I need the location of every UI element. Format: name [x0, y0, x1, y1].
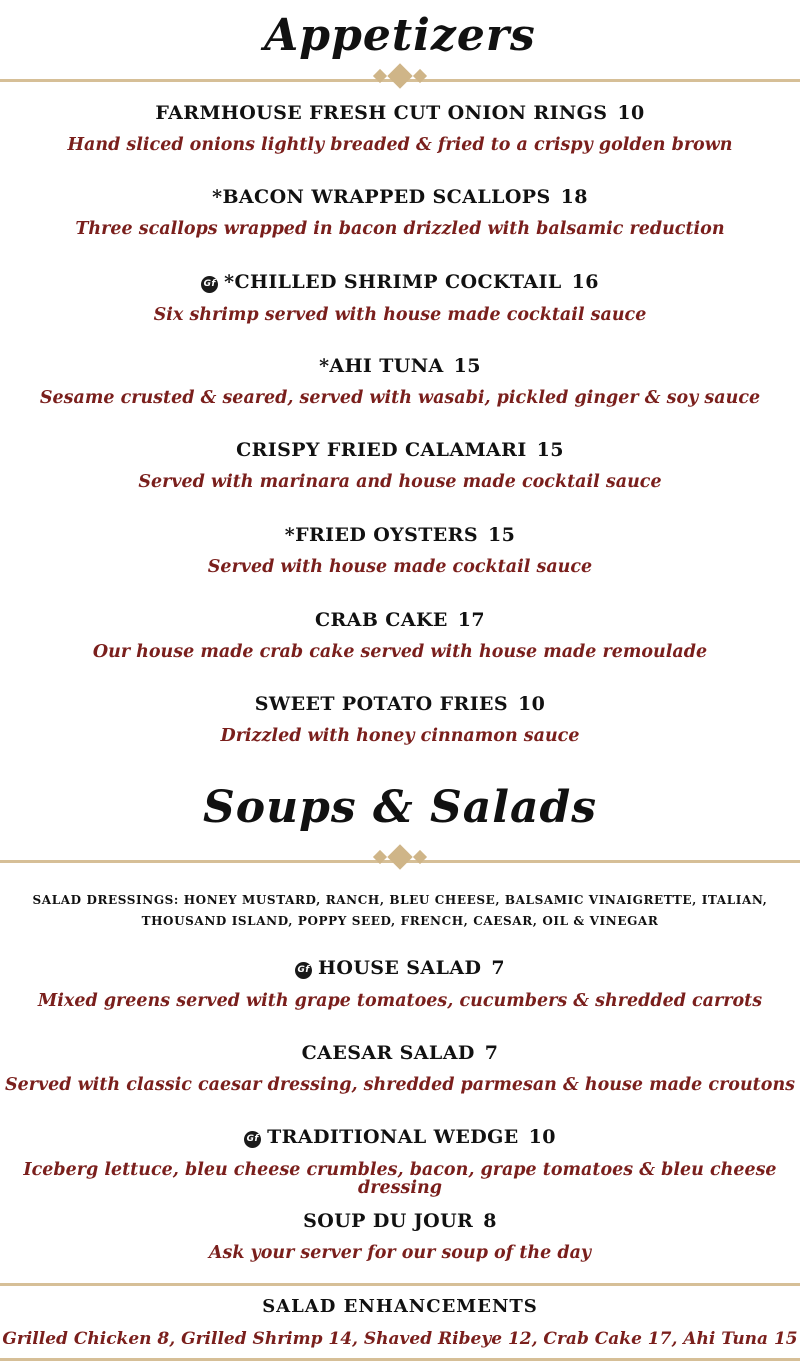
dressings-line: SALAD DRESSINGS: HONEY MUSTARD, RANCH, BLEU CHEESE, BALSAMIC VINAIGRETTE, ITALIAN,: [32, 893, 768, 907]
item-price: 16: [571, 271, 599, 293]
item-price: 15: [453, 355, 481, 377]
appetizers-divider: [0, 67, 800, 93]
item-description: Hand sliced onions lightly breaded & fried to a crispy golden brown: [67, 135, 733, 155]
soups-salads-divider: [0, 848, 800, 874]
item-name: *CHILLED SHRIMP COCKTAIL: [224, 271, 562, 293]
item-name: FARMHOUSE FRESH CUT ONION RINGS: [155, 102, 608, 124]
item-name: CRISPY FRIED CALAMARI: [236, 439, 527, 461]
menu-item: [0, 959, 800, 1011]
item-price: 15: [536, 439, 564, 461]
enhancements-bottom-rule: [0, 1358, 800, 1361]
item-description: Our house made crab cake served with house made remoulade: [92, 642, 708, 662]
item-name: CAESAR SALAD: [301, 1042, 475, 1064]
divider-diamond-icon: [413, 69, 427, 83]
gluten-free-icon: Gf: [295, 962, 312, 979]
dressings-line: THOUSAND ISLAND, POPPY SEED, FRENCH, CAESAR, OIL & VINEGAR: [141, 914, 659, 928]
item-name: SOUP DU JOUR: [303, 1210, 474, 1232]
appetizers-title: Appetizers: [264, 10, 536, 61]
enhancements-top-rule: [0, 1283, 800, 1286]
item-price: 10: [617, 102, 645, 124]
item-description: Six shrimp served with house made cocktail sauce: [153, 305, 647, 325]
item-name: HOUSE SALAD: [318, 957, 482, 979]
item-description: Served with house made cocktail sauce: [207, 557, 593, 577]
item-name: *FRIED OYSTERS: [284, 524, 478, 546]
item-description: Iceberg lettuce, bleu cheese crumbles, bacon, grape tomatoes & bleu cheese dressing: [23, 1160, 777, 1198]
item-price: 17: [457, 609, 486, 631]
menu-item: [0, 1044, 800, 1095]
divider-diamond-icon: [387, 63, 412, 88]
item-description: Three scallops wrapped in bacon drizzled with balsamic reduction: [75, 219, 725, 239]
salad-dressings-list: [0, 890, 800, 932]
item-description: Sesame crusted & seared, served with wasabi, pickled ginger & soy sauce: [39, 388, 761, 408]
menu-item: [0, 611, 800, 662]
item-description: Served with classic caesar dressing, shredded parmesan & house made croutons: [4, 1075, 796, 1095]
item-price: 8: [483, 1210, 497, 1232]
menu-item: [0, 1212, 800, 1263]
menu-item: [0, 357, 800, 408]
gluten-free-icon: Gf: [201, 276, 218, 293]
divider-diamond-icon: [413, 850, 427, 864]
item-description: Ask your server for our soup of the day: [208, 1243, 592, 1263]
item-price: 18: [560, 186, 588, 208]
item-price: 7: [491, 957, 505, 979]
item-price: 15: [488, 524, 516, 546]
menu-item: [0, 695, 800, 746]
divider-diamond-icon: [387, 844, 412, 869]
menu-item: [0, 188, 800, 239]
soups-salads-title: Soups & Salads: [202, 782, 598, 833]
item-name: SWEET POTATO FRIES: [254, 693, 509, 715]
divider-diamond-icon: [373, 69, 387, 83]
menu-item: [0, 526, 800, 577]
item-name: *AHI TUNA: [319, 355, 444, 377]
item-description: Drizzled with honey cinnamon sauce: [220, 726, 580, 746]
item-price: 10: [528, 1126, 556, 1148]
item-price: 7: [484, 1042, 499, 1064]
enhancements-list: Grilled Chicken 8, Grilled Shrimp 14, Shaved Ribeye 12, Crab Cake 17, Ahi Tuna 15: [2, 1329, 798, 1349]
item-description: Served with marinara and house made cocktail sauce: [138, 472, 662, 492]
menu-item: [0, 104, 800, 155]
gluten-free-icon: Gf: [244, 1131, 261, 1148]
enhancements-title: SALAD ENHANCEMENTS: [262, 1296, 538, 1317]
item-name: TRADITIONAL WEDGE: [267, 1126, 519, 1148]
menu-item: [0, 441, 800, 492]
item-name: *BACON WRAPPED SCALLOPS: [212, 186, 551, 208]
menu-item: [0, 273, 800, 325]
item-price: 10: [518, 693, 546, 715]
menu-item: [0, 1128, 800, 1197]
item-description: Mixed greens served with grape tomatoes, cucumbers & shredded carrots: [37, 991, 763, 1011]
divider-diamond-icon: [373, 850, 387, 864]
item-name: CRAB CAKE: [314, 609, 448, 631]
